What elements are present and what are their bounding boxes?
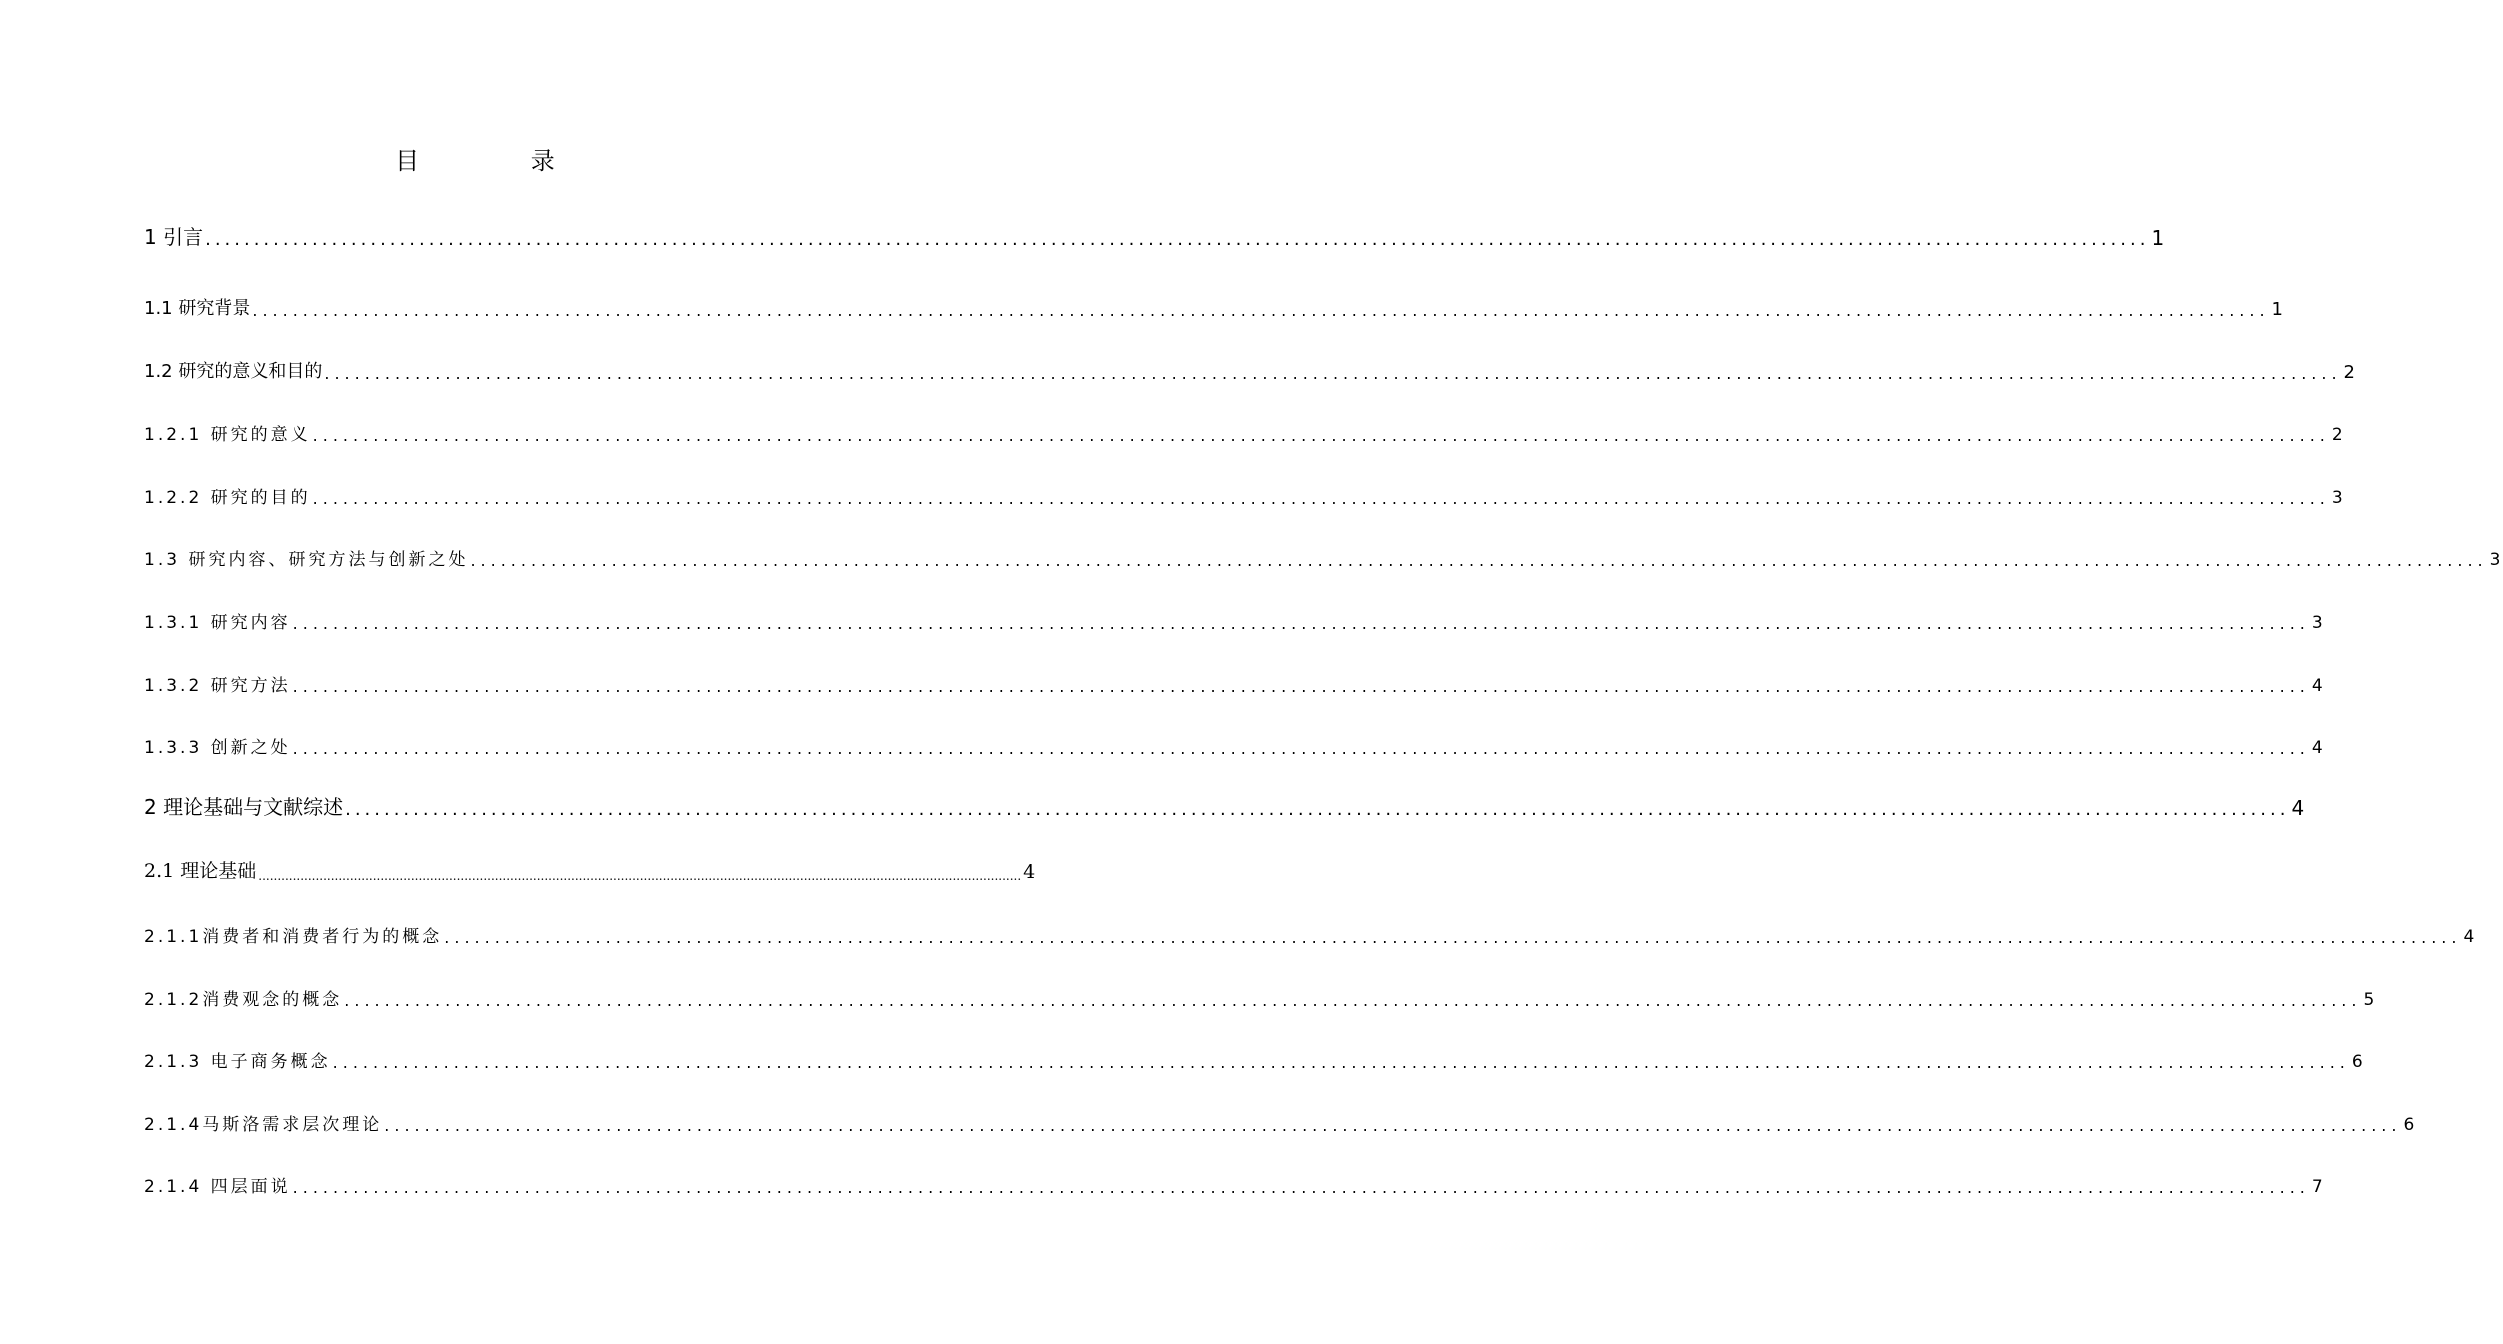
toc-entry-page: 3	[2489, 550, 2503, 570]
toc-dot-leader: ........................................................................................................................................................................................................	[444, 928, 2462, 947]
toc-entry-page: 4	[2291, 796, 2305, 820]
toc-entry-page: 5	[2363, 990, 2378, 1010]
toc-dot-leader: ........................................................................................................................................................................................................	[252, 301, 2270, 320]
toc-dot-leader: ........................................................................................................................................................................................................	[312, 489, 2330, 508]
toc-entry-label: 2.1 理论基础	[144, 860, 257, 882]
toc-dot-leader: ........................................................................................................................................................................................................	[258, 869, 1022, 883]
toc-entry-label: 1.3.2 研究方法	[144, 676, 291, 696]
toc-entry-1-3[interactable]	[144, 542, 2503, 570]
toc-entry-1-1[interactable]	[144, 292, 2283, 320]
toc-entry-page: 4	[1023, 861, 1036, 883]
toc-entry-page: 4	[2463, 927, 2478, 947]
toc-entry-page: 6	[2403, 1115, 2418, 1135]
toc-dot-leader: ........................................................................................................................................................................................................	[292, 739, 2310, 758]
toc-entry-label: 1.3.3 创新之处	[144, 738, 291, 758]
toc-entry-2-1-1[interactable]	[144, 919, 2478, 947]
toc-title: 目 录	[395, 147, 607, 175]
toc-dot-leader: ........................................................................................................................................................................................................	[470, 551, 2488, 570]
toc-entry-label: 1.3.1 研究内容	[144, 613, 291, 633]
toc-entry-page: 6	[2351, 1052, 2366, 1072]
toc-entry-label: 1.1 研究背景	[144, 298, 251, 319]
toc-entry-2-1[interactable]	[144, 855, 1036, 883]
toc-entry-1-3-3[interactable]	[144, 730, 2326, 758]
toc-dot-leader: ........................................................................................................................................................................................................	[345, 799, 2290, 820]
toc-entry-page: 4	[2311, 676, 2326, 696]
toc-entry-label: 1.3 研究内容、研究方法与创新之处	[144, 550, 469, 570]
toc-entry-1-3-2[interactable]	[144, 668, 2326, 696]
toc-dot-leader: ........................................................................................................................................................................................................	[344, 991, 2362, 1010]
toc-dot-leader: ........................................................................................................................................................................................................	[205, 229, 2150, 250]
toc-entry-2-1-2[interactable]	[144, 982, 2378, 1010]
toc-entry-page: 1	[2151, 226, 2165, 250]
toc-entry-2-1-4b[interactable]	[144, 1169, 2326, 1197]
toc-entry-2-1-4[interactable]	[144, 1107, 2418, 1135]
toc-entry-label: 2.1.2消费观念的概念	[144, 990, 343, 1010]
toc-entry-label: 1.2.2 研究的目的	[144, 488, 311, 508]
toc-entry-page: 3	[2311, 613, 2326, 633]
toc-dot-leader: ........................................................................................................................................................................................................	[292, 614, 2310, 633]
toc-entry-page: 4	[2311, 738, 2326, 758]
toc-entry-page: 3	[2331, 488, 2346, 508]
toc-entry-label: 1.2.1 研究的意义	[144, 425, 311, 445]
toc-entry-page: 7	[2311, 1177, 2326, 1197]
toc-entry-1-2-2[interactable]	[144, 480, 2346, 508]
toc-dot-leader: ........................................................................................................................................................................................................	[324, 364, 2342, 383]
toc-dot-leader: ........................................................................................................................................................................................................	[384, 1116, 2402, 1135]
toc-entry-label: 1 引言	[144, 225, 204, 249]
toc-entry-2-1-3[interactable]	[144, 1044, 2366, 1072]
toc-entry-label: 2.1.4马斯洛需求层次理论	[144, 1115, 383, 1135]
toc-entry-label: 2.1.4 四层面说	[144, 1177, 291, 1197]
toc-entry-2[interactable]	[144, 792, 2305, 820]
toc-entry-1-2-1[interactable]	[144, 417, 2346, 445]
toc-entry-1[interactable]	[144, 222, 2165, 250]
toc-dot-leader: ........................................................................................................................................................................................................	[312, 426, 2330, 445]
toc-entry-label: 2.1.3 电子商务概念	[144, 1052, 331, 1072]
toc-dot-leader: ........................................................................................................................................................................................................	[332, 1053, 2350, 1072]
toc-dot-leader: ........................................................................................................................................................................................................	[292, 1178, 2310, 1197]
toc-entry-1-2[interactable]	[144, 355, 2355, 383]
toc-entry-page: 2	[2343, 362, 2355, 383]
toc-entry-page: 1	[2271, 299, 2283, 320]
toc-entry-label: 1.2 研究的意义和目的	[144, 361, 323, 382]
toc-entry-label: 2 理论基础与文献综述	[144, 795, 344, 819]
toc-dot-leader: ........................................................................................................................................................................................................	[292, 677, 2310, 696]
toc-entry-page: 2	[2331, 425, 2346, 445]
toc-entry-label: 2.1.1消费者和消费者行为的概念	[144, 927, 443, 947]
toc-entry-1-3-1[interactable]	[144, 605, 2326, 633]
